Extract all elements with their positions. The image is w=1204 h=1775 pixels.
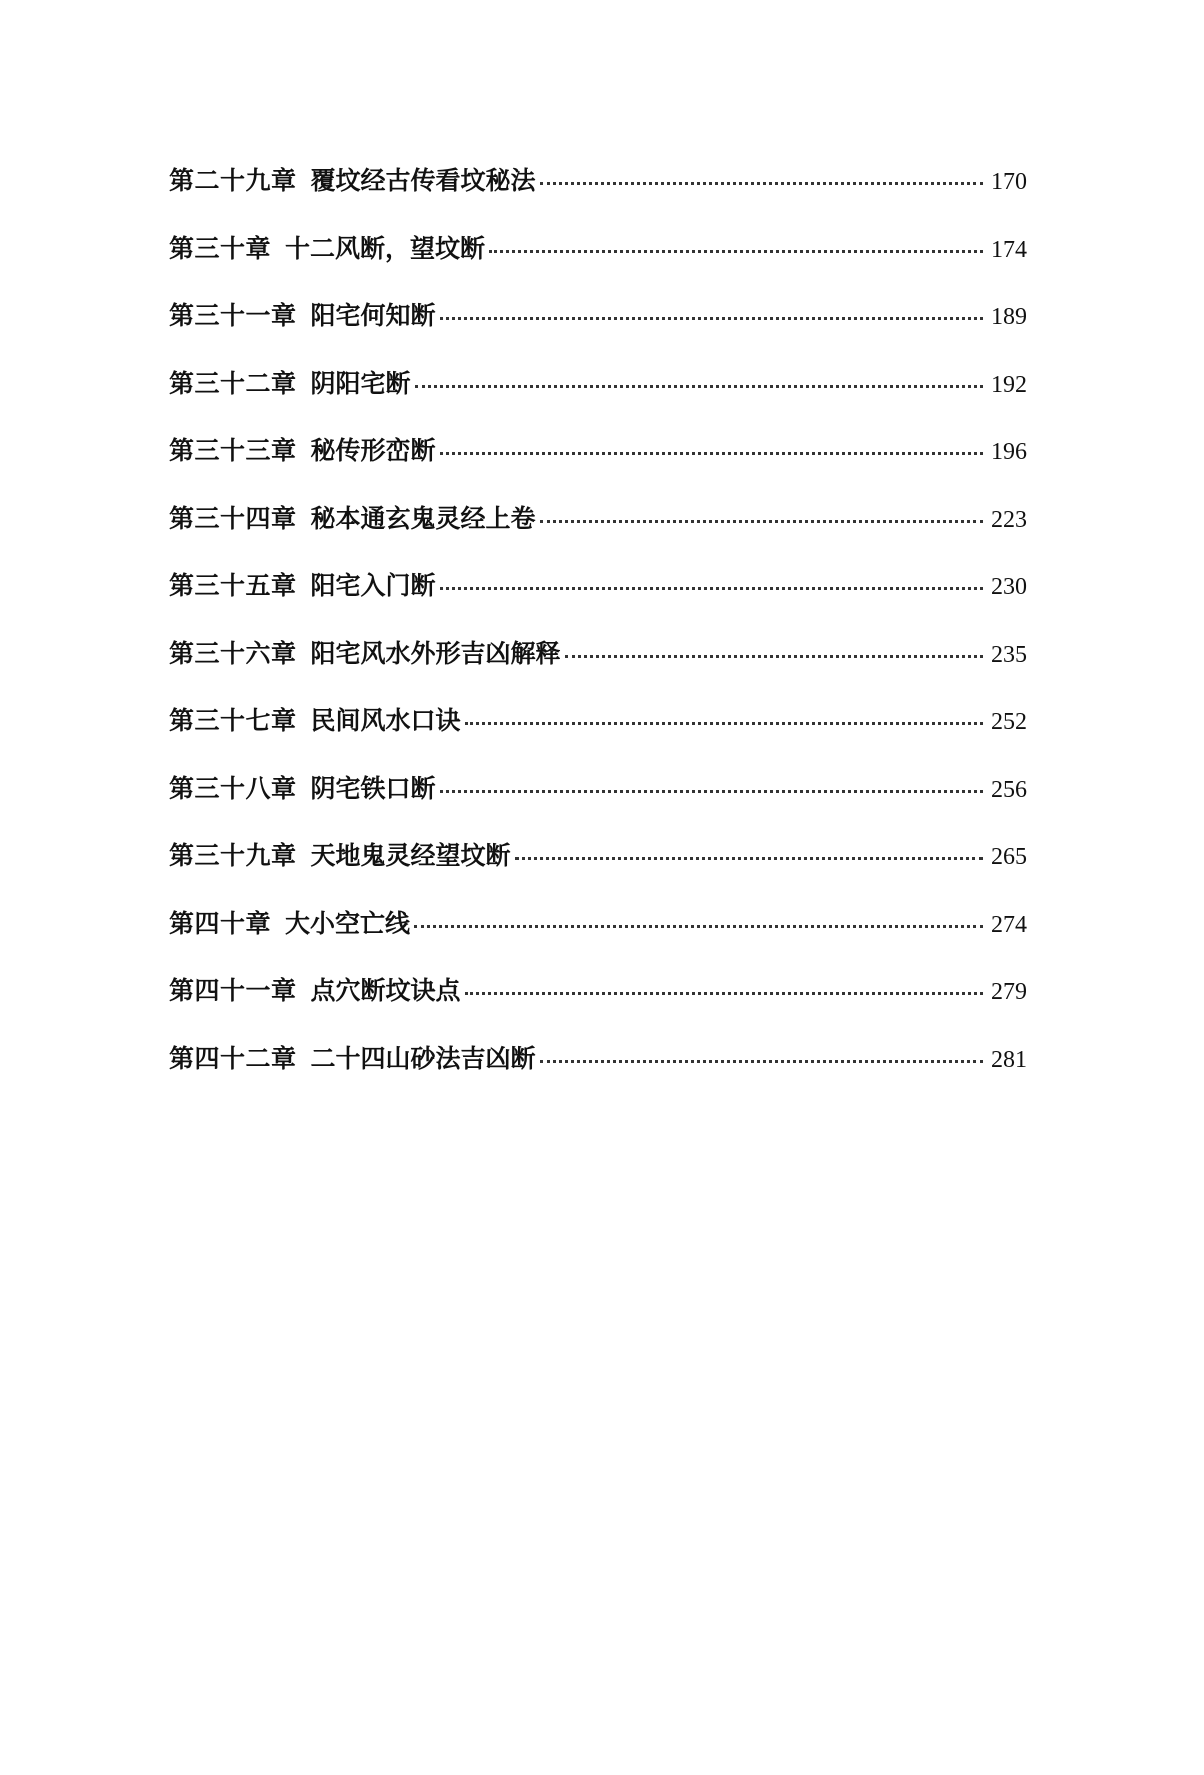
toc-entry-36 (169, 639, 1027, 707)
toc-entry-29 (169, 166, 1027, 234)
toc-page-number: 223 (991, 506, 1027, 533)
toc-leader-dots (440, 587, 983, 590)
toc-page-number: 265 (991, 844, 1027, 870)
toc-page-number: 189 (991, 304, 1027, 330)
toc-chapter-title: 阳宅何知断 (310, 301, 436, 330)
toc-chapter-number: 第三十七章 (169, 706, 297, 735)
table-of-contents (169, 166, 1027, 1111)
toc-entry-40 (169, 909, 1027, 977)
toc-entry-31 (169, 301, 1027, 369)
toc-page-number: 256 (991, 776, 1027, 803)
toc-leader-dots (540, 520, 983, 523)
toc-chapter-number: 第三十四章 (169, 503, 297, 533)
toc-chapter-title: 阴宅铁口断 (310, 773, 436, 803)
toc-chapter-number: 第三十二章 (169, 368, 297, 398)
toc-entry-41 (169, 976, 1027, 1044)
toc-chapter-title: 覆坟经古传看坟秘法 (310, 166, 536, 195)
toc-chapter-title: 阳宅入门断 (310, 571, 436, 600)
toc-chapter-number: 第四十章 (169, 908, 272, 938)
toc-chapter-number: 第三十章 (169, 233, 272, 263)
toc-leader-dots (489, 250, 983, 253)
toc-leader-dots (440, 317, 983, 320)
toc-chapter-title: 大小空亡线 (285, 908, 411, 938)
toc-chapter-title: 秘传形峦断 (310, 436, 436, 465)
toc-entry-42 (169, 1044, 1027, 1112)
toc-leader-dots (540, 182, 983, 185)
toc-chapter-number: 第三十五章 (169, 571, 297, 600)
toc-page-number: 230 (991, 574, 1027, 600)
toc-page-number: 235 (991, 641, 1027, 668)
toc-page-number: 196 (991, 439, 1027, 465)
toc-chapter-title: 秘本通玄鬼灵经上卷 (310, 503, 536, 533)
toc-chapter-title: 阳宅风水外形吉凶解释 (310, 638, 561, 668)
toc-entry-35 (169, 571, 1027, 639)
toc-entry-37 (169, 706, 1027, 774)
toc-page-number: 252 (991, 709, 1027, 735)
toc-leader-dots (414, 925, 983, 928)
toc-page-number: 281 (991, 1046, 1027, 1073)
toc-chapter-title: 阴阳宅断 (310, 368, 411, 398)
toc-page-number: 174 (991, 236, 1027, 263)
toc-leader-dots (540, 1060, 983, 1063)
toc-chapter-title: 天地鬼灵经望坟断 (310, 841, 511, 870)
toc-chapter-number: 第四十一章 (169, 976, 297, 1005)
toc-entry-39 (169, 841, 1027, 909)
toc-chapter-number: 第三十六章 (169, 638, 297, 668)
toc-chapter-title: 十二风断，望坟断 (285, 233, 486, 263)
toc-leader-dots (465, 722, 983, 725)
toc-chapter-number: 第三十一章 (169, 301, 297, 330)
toc-page-number: 274 (991, 911, 1027, 938)
toc-leader-dots (415, 385, 983, 388)
toc-entry-38 (169, 774, 1027, 842)
toc-chapter-number: 第三十九章 (169, 841, 297, 870)
toc-entry-34 (169, 504, 1027, 572)
toc-chapter-number: 第二十九章 (169, 166, 297, 195)
toc-page-number: 192 (991, 371, 1027, 398)
toc-leader-dots (565, 655, 983, 658)
toc-leader-dots (440, 452, 983, 455)
toc-entry-30 (169, 234, 1027, 302)
toc-chapter-number: 第三十八章 (169, 773, 297, 803)
toc-leader-dots (465, 992, 983, 995)
toc-page-number: 279 (991, 979, 1027, 1005)
toc-leader-dots (515, 857, 983, 860)
toc-entry-33 (169, 436, 1027, 504)
toc-chapter-title: 二十四山砂法吉凶断 (310, 1043, 536, 1073)
toc-chapter-number: 第四十二章 (169, 1043, 297, 1073)
toc-chapter-title: 点穴断坟诀点 (310, 976, 461, 1005)
toc-entry-32 (169, 369, 1027, 437)
toc-page-number: 170 (991, 169, 1027, 195)
toc-chapter-number: 第三十三章 (169, 436, 297, 465)
toc-leader-dots (440, 790, 983, 793)
toc-chapter-title: 民间风水口诀 (310, 706, 461, 735)
